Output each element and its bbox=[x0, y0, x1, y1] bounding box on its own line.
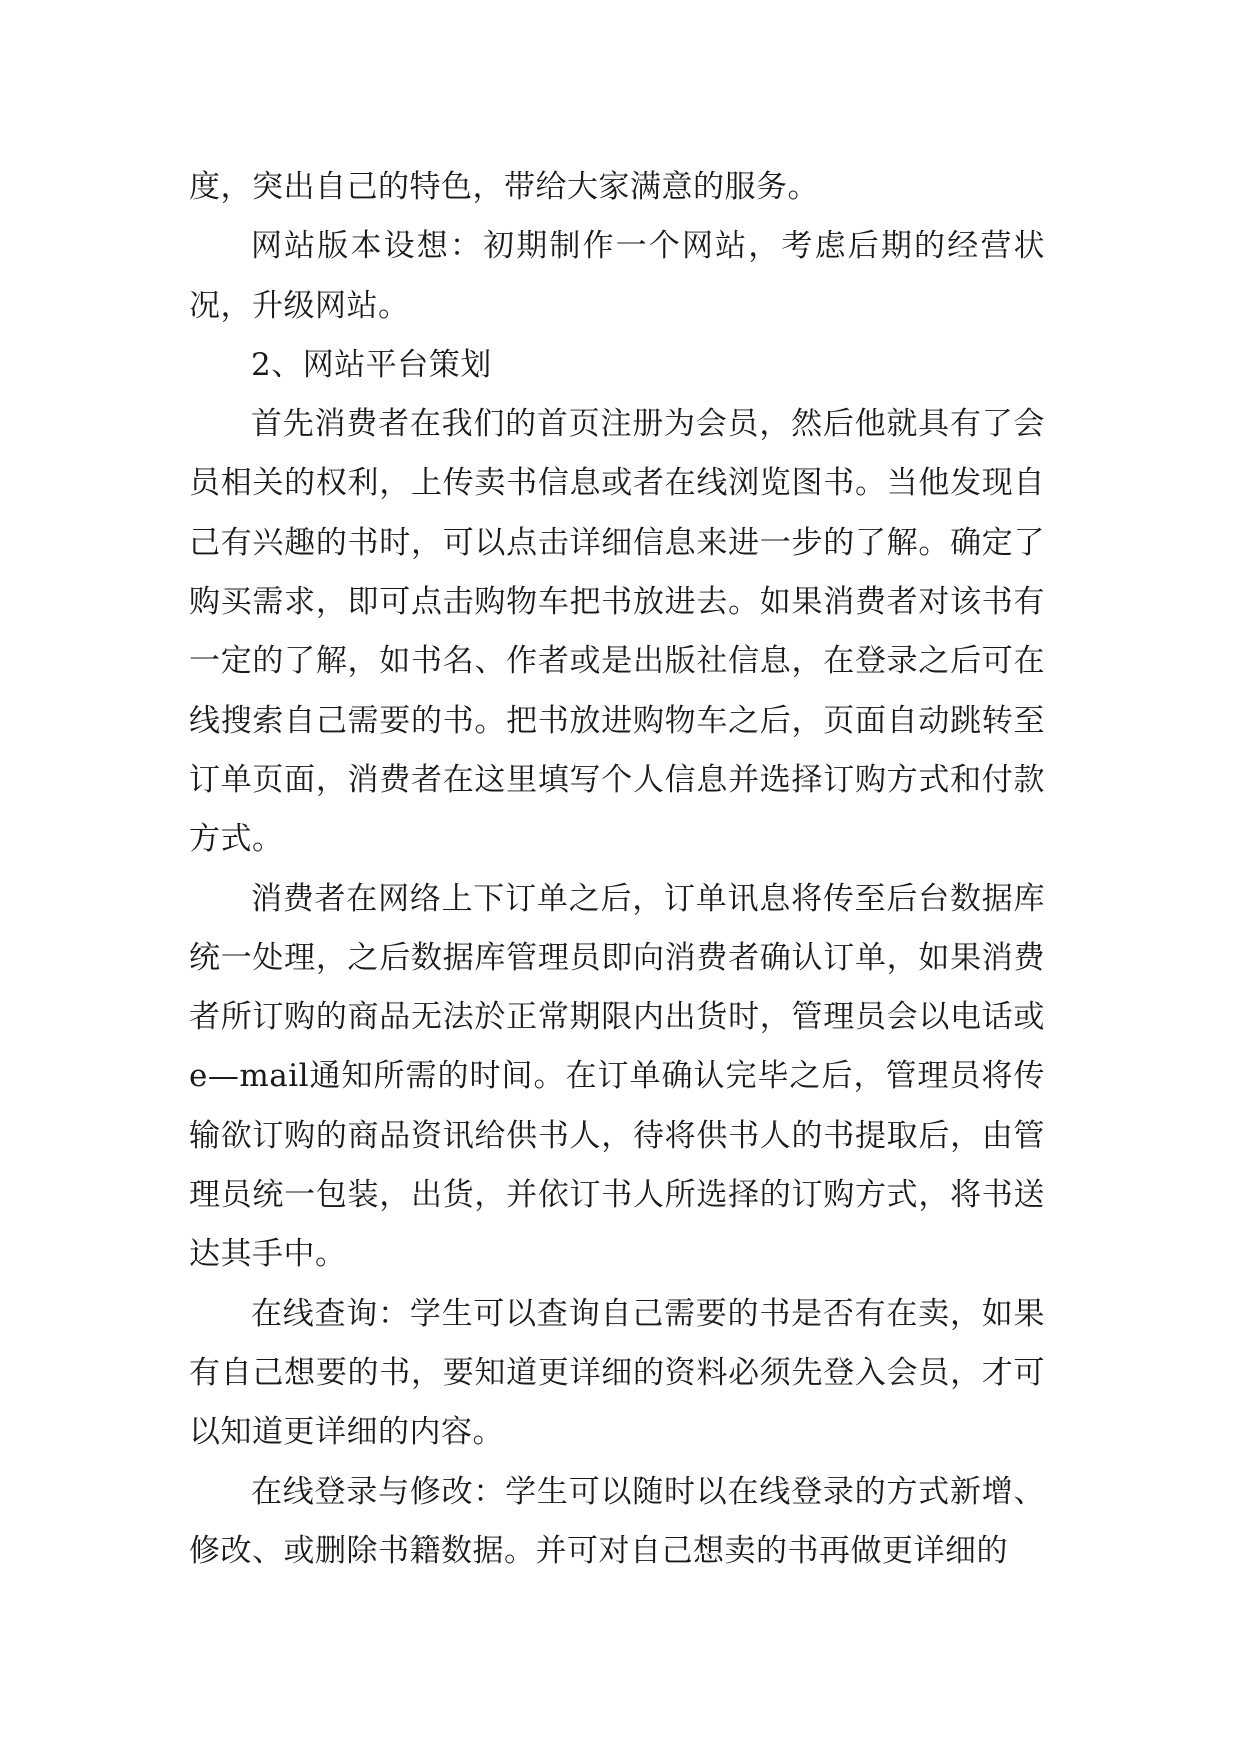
body-text bbox=[189, 158, 1045, 1581]
section-heading-platform-planning: 2、网站平台策划 bbox=[251, 346, 492, 383]
paragraph-website-version: 网站版本设想：初期制作一个网站，考虑后期的经营状况，升级网站。 bbox=[189, 228, 1045, 324]
paragraph-continuation: 度，突出自己的特色，带给大家满意的服务。 bbox=[189, 169, 819, 205]
paragraph-online-query: 在线查询：学生可以查询自己需要的书是否有在卖，如果有自己想要的书，要知道更详细的资料必须先登入会员，才可以知道更详细的内容。 bbox=[189, 1295, 1045, 1451]
paragraph-online-login-edit: 在线登录与修改：学生可以随时以在线登录的方式新增、修改、或删除书籍数据。并可对自己想卖的书再做更详细的 bbox=[189, 1473, 1045, 1569]
paragraph-member-registration: 首先消费者在我们的首页注册为会员，然后他就具有了会员相关的权利，上传卖书信息或者在线浏览图书。当他发现自己有兴趣的书时，可以点击详细信息来进一步的了解。确定了购买需求，即可点击购物车把书放进去。如果消费者对该书有一定的了解，如书名、作者或是出版社信息，在登录之后可在线搜索自己需要的书。把书放进购物车之后，页面自动跳转至订单页面，消费者在这里填写个人信息并选择订购方式和付款方式。 bbox=[189, 406, 1045, 858]
paragraph-order-processing: 消费者在网络上下订单之后，订单讯息将传至后台数据库统一处理，之后数据库管理员即向消费者确认订单，如果消费者所订购的商品无法於正常期限内出货时，管理员会以电话或e—mail通知所需的时间。在订单确认完毕之后，管理员将传输欲订购的商品资讯给供书人，待将供书人的书提取后，由管理员统一包装，出货，并依订书人所选择的订购方式，将书送达其手中。 bbox=[189, 880, 1045, 1273]
